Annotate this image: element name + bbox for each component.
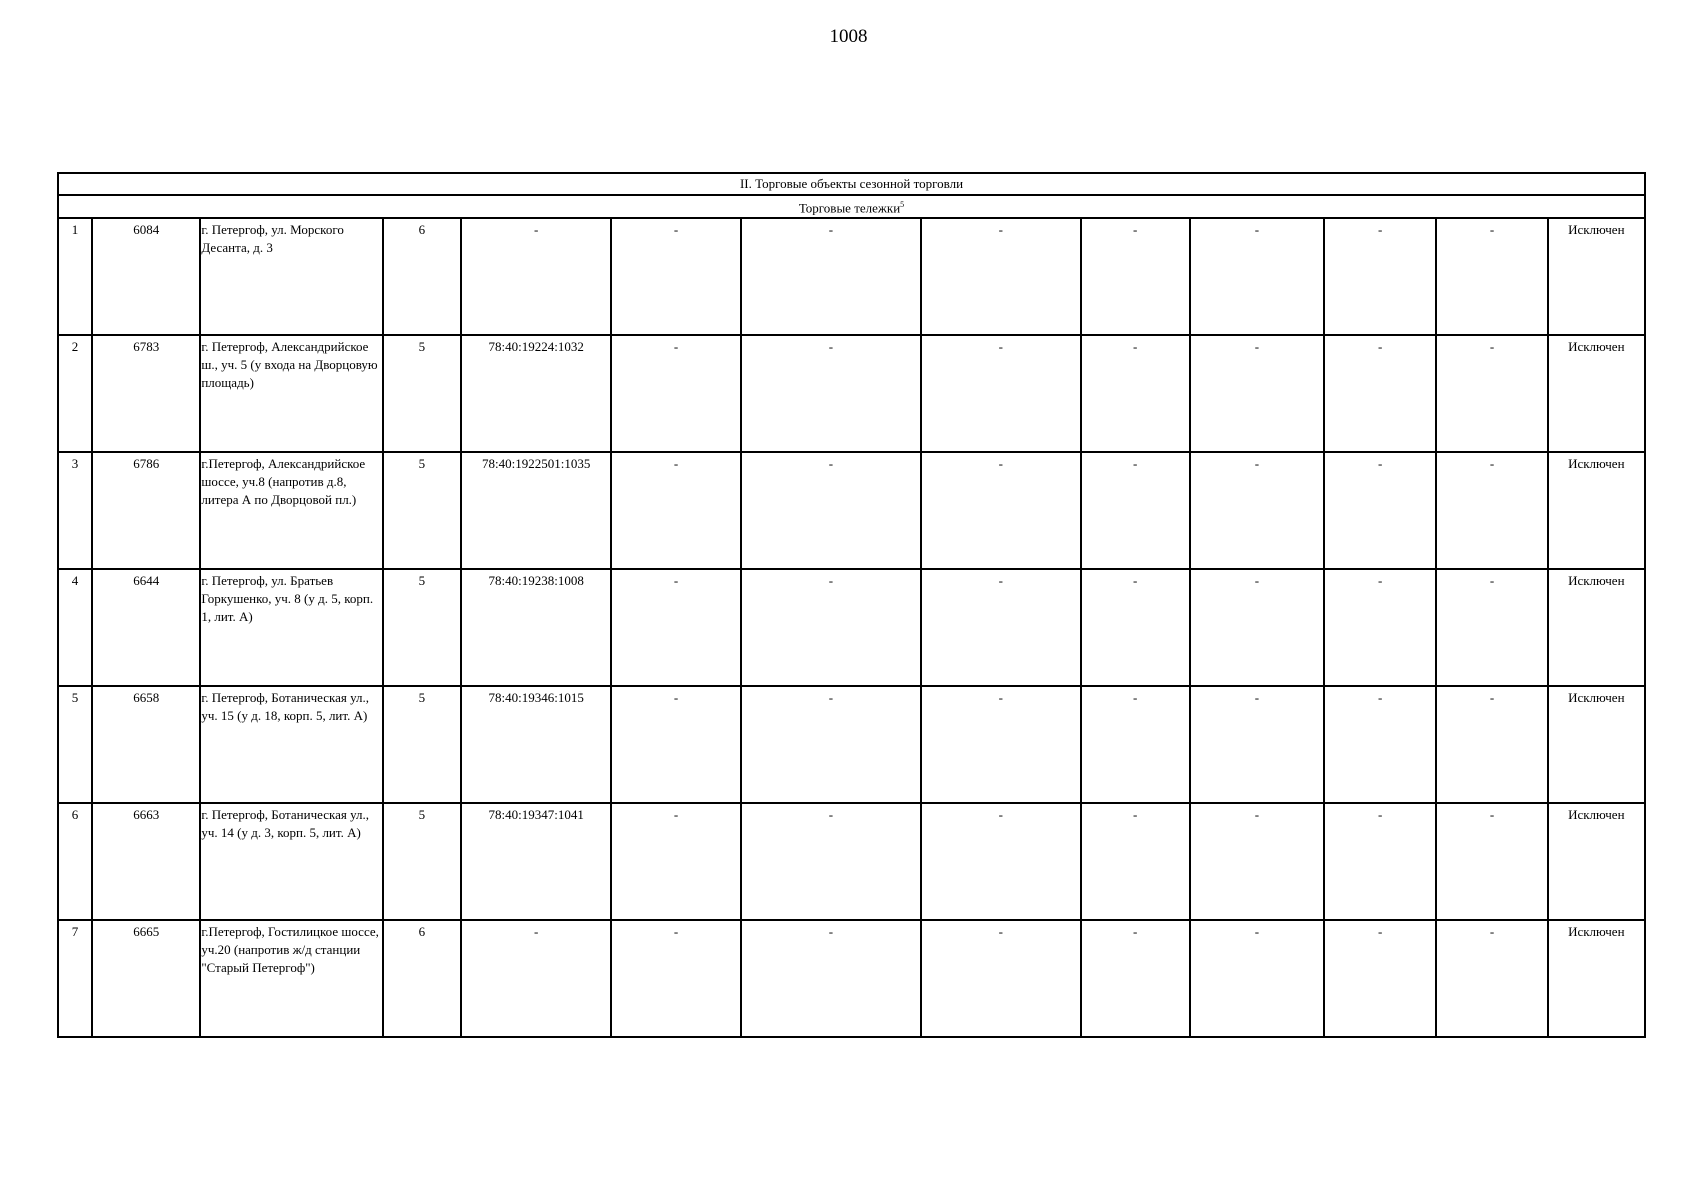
cell-col-6: - <box>611 920 740 1037</box>
status-cell: Исключен <box>1548 803 1645 920</box>
cell-col-12: - <box>1436 920 1547 1037</box>
cell-col-6: - <box>611 452 740 569</box>
quantity-cell: 6 <box>383 218 461 335</box>
cell-col-10: - <box>1190 218 1324 335</box>
cell-col-8: - <box>921 335 1080 452</box>
cell-col-12: - <box>1436 335 1547 452</box>
object-id-cell: 6644 <box>92 569 200 686</box>
row-number-cell: 6 <box>58 803 92 920</box>
cell-col-9: - <box>1081 452 1190 569</box>
cell-col-11: - <box>1324 803 1436 920</box>
cadastral-number-cell: - <box>461 920 611 1037</box>
cell-col-7: - <box>741 452 921 569</box>
cadastral-number-cell: 78:40:1922501:1035 <box>461 452 611 569</box>
section-title: II. Торговые объекты сезонной торговли <box>58 173 1645 195</box>
quantity-cell: 5 <box>383 686 461 803</box>
cell-col-7: - <box>741 218 921 335</box>
status-cell: Исключен <box>1548 686 1645 803</box>
row-number-cell: 5 <box>58 686 92 803</box>
table-row <box>58 335 1645 452</box>
table-row <box>58 920 1645 1037</box>
address-cell: г.Петергоф, Александрийское шоссе, уч.8 (напротив д.8, литера А по Дворцовой пл.) <box>200 452 382 569</box>
address-cell: г. Петергоф, ул. Морского Десанта, д. 3 <box>200 218 382 335</box>
cell-col-12: - <box>1436 452 1547 569</box>
table-row <box>58 218 1645 335</box>
subsection-header-row <box>58 195 1645 218</box>
cell-col-12: - <box>1436 803 1547 920</box>
cell-col-12: - <box>1436 218 1547 335</box>
address-cell: г. Петергоф, Ботаническая ул., уч. 14 (у д. 3, корп. 5, лит. А) <box>200 803 382 920</box>
cell-col-9: - <box>1081 569 1190 686</box>
cell-col-11: - <box>1324 218 1436 335</box>
row-number-cell: 2 <box>58 335 92 452</box>
object-id-cell: 6786 <box>92 452 200 569</box>
row-number-cell: 1 <box>58 218 92 335</box>
cell-col-6: - <box>611 569 740 686</box>
table-row <box>58 803 1645 920</box>
cell-col-9: - <box>1081 920 1190 1037</box>
cadastral-number-cell: 78:40:19346:1015 <box>461 686 611 803</box>
cell-col-6: - <box>611 218 740 335</box>
cell-col-10: - <box>1190 335 1324 452</box>
quantity-cell: 5 <box>383 569 461 686</box>
cell-col-12: - <box>1436 569 1547 686</box>
address-cell: г. Петергоф, Ботаническая ул., уч. 15 (у д. 18, корп. 5, лит. А) <box>200 686 382 803</box>
cell-col-11: - <box>1324 452 1436 569</box>
status-cell: Исключен <box>1548 218 1645 335</box>
object-id-cell: 6663 <box>92 803 200 920</box>
quantity-cell: 5 <box>383 452 461 569</box>
row-number-cell: 4 <box>58 569 92 686</box>
address-cell: г. Петергоф, ул. Братьев Горкушенко, уч. 8 (у д. 5, корп. 1, лит. А) <box>200 569 382 686</box>
table-row <box>58 569 1645 686</box>
cell-col-10: - <box>1190 803 1324 920</box>
subsection-footnote-mark: 5 <box>900 200 905 209</box>
cadastral-number-cell: - <box>461 218 611 335</box>
cell-col-6: - <box>611 335 740 452</box>
cell-col-10: - <box>1190 569 1324 686</box>
status-cell: Исключен <box>1548 452 1645 569</box>
row-number-cell: 3 <box>58 452 92 569</box>
cell-col-7: - <box>741 686 921 803</box>
cell-col-8: - <box>921 569 1080 686</box>
cell-col-10: - <box>1190 452 1324 569</box>
cell-col-9: - <box>1081 686 1190 803</box>
cell-col-9: - <box>1081 335 1190 452</box>
table-row <box>58 452 1645 569</box>
cell-col-11: - <box>1324 686 1436 803</box>
cell-col-8: - <box>921 452 1080 569</box>
section-header-row <box>58 173 1645 195</box>
subsection-title-cell <box>58 195 1645 218</box>
cell-col-9: - <box>1081 218 1190 335</box>
page-number: 1008 <box>829 26 868 47</box>
status-cell: Исключен <box>1548 920 1645 1037</box>
cell-col-6: - <box>611 803 740 920</box>
status-cell: Исключен <box>1548 569 1645 686</box>
cadastral-number-cell: 78:40:19238:1008 <box>461 569 611 686</box>
cell-col-7: - <box>741 920 921 1037</box>
address-cell: г. Петергоф, Александрийское ш., уч. 5 (у входа на Дворцовую площадь) <box>200 335 382 452</box>
cell-col-7: - <box>741 569 921 686</box>
cell-col-10: - <box>1190 686 1324 803</box>
object-id-cell: 6658 <box>92 686 200 803</box>
cadastral-number-cell: 78:40:19224:1032 <box>461 335 611 452</box>
quantity-cell: 6 <box>383 920 461 1037</box>
cell-col-7: - <box>741 803 921 920</box>
cell-col-11: - <box>1324 569 1436 686</box>
cell-col-6: - <box>611 686 740 803</box>
object-id-cell: 6665 <box>92 920 200 1037</box>
cell-col-8: - <box>921 920 1080 1037</box>
cell-col-8: - <box>921 803 1080 920</box>
quantity-cell: 5 <box>383 335 461 452</box>
cell-col-11: - <box>1324 335 1436 452</box>
cell-col-7: - <box>741 335 921 452</box>
cadastral-number-cell: 78:40:19347:1041 <box>461 803 611 920</box>
cell-col-10: - <box>1190 920 1324 1037</box>
quantity-cell: 5 <box>383 803 461 920</box>
cell-col-8: - <box>921 686 1080 803</box>
cell-col-9: - <box>1081 803 1190 920</box>
status-cell: Исключен <box>1548 335 1645 452</box>
row-number-cell: 7 <box>58 920 92 1037</box>
address-cell: г.Петергоф, Гостилицкое шоссе, уч.20 (напротив ж/д станции "Старый Петергоф") <box>200 920 382 1037</box>
cell-col-12: - <box>1436 686 1547 803</box>
cell-col-11: - <box>1324 920 1436 1037</box>
seasonal-trade-table <box>57 172 1646 1038</box>
object-id-cell: 6783 <box>92 335 200 452</box>
subsection-title: Торговые тележки <box>798 200 901 216</box>
cell-col-8: - <box>921 218 1080 335</box>
table-row <box>58 686 1645 803</box>
object-id-cell: 6084 <box>92 218 200 335</box>
